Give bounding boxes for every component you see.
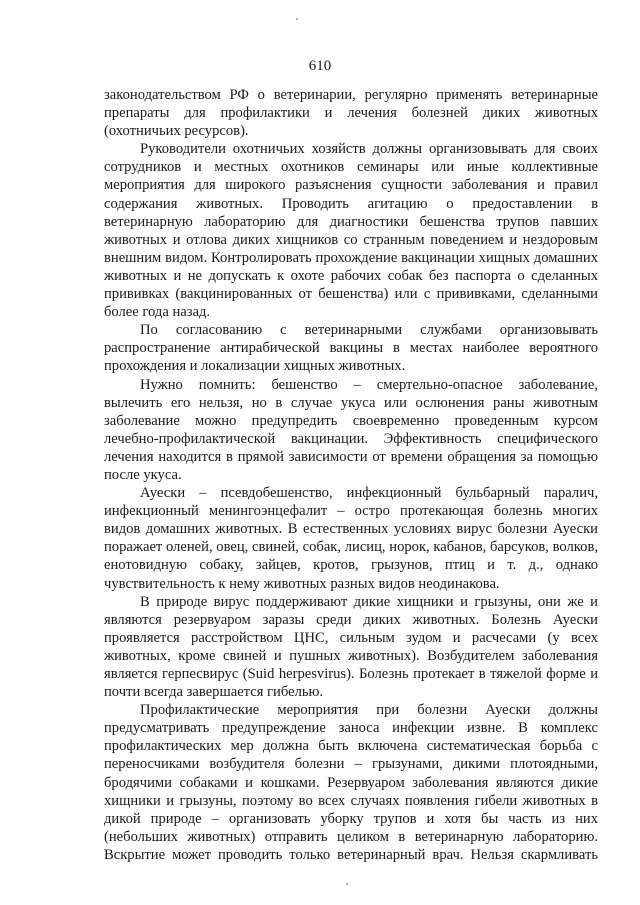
paragraph: Нужно помнить: бешенство – смертельно-опасное заболевание, вылечить его нельзя, но в случае укуса или ослюнения раны животным заболевание можно предупредить своевременно проведенным курсом лечебно-профилактической вакцинации. Эффективность специфического лечения находится в прямой зависимости от времени обращения за помощью после укуса.	[104, 376, 598, 483]
paragraph: Профилактические мероприятия при болезни Ауески должны предусматривать предупреждение заноса инфекции извне. В комплекс профилактических мер должна быть включена систематическая борьба с переносчиками возбудителя болезни – грызунами, дикими плотоядными, бродячими собаками и кошками. Резервуаром заболевания являются дикие хищники и грызуны, поэтому во всех случаях появления гибели животных в дикой природе – организовать уборку трупов и хотя бы часть из них (небольших животных) отправить целиком в ветеринарную лабораторию. Вскрытие может проводить только ветеринарный врач. Нельзя скармливать	[104, 702, 598, 863]
scan-speck	[346, 883, 348, 885]
scan-speck	[296, 18, 298, 20]
paragraph: В природе вирус поддерживают дикие хищники и грызуны, они же и являются резервуаром заразы среди диких животных. Болезнь Ауески проявляется расстройством ЦНС, сильным зудом и расчесами (у всех животных, кроме свиней и пушных животных). Возбудителем заболевания является герпесвирус (Suid herpesvirus). Болезнь протекает в тяжелой форме и почти всегда завершается гибелью.	[104, 593, 598, 701]
paragraph: Руководители охотничьих хозяйств должны организовывать для своих сотрудников и местных охотников семинары или иные коллективные мероприятия для широкого разъяснения сущности заболевания и правил содержания животных. Проводить агитацию о предоставлении в ветеринарную лабораторию для диагностики бешенства трупов павших животных и отлова диких хищников со странным поведением и нездоровым внешним видом. Контролировать прохождение вакцинации хищных домашних животных и не допускать к охоте рабочих собак без паспорта о сделанных прививках (вакцинированных от бешенства) или с прививками, сделанными более года назад.	[104, 141, 598, 321]
paragraph-continuation: законодательством РФ о ветеринарии, регулярно применять ветеринарные препараты для профилактики и лечения болезней диких животных (охотничьих ресурсов).	[104, 87, 598, 140]
body-text	[104, 86, 598, 864]
page-number: 610	[308, 58, 332, 74]
paragraph: По согласованию с ветеринарными службами организовывать распространение антирабической вакцины в местах наиболее вероятного прохождения и локализации хищных животных.	[104, 322, 598, 375]
paragraph: Ауески – псевдобешенство, инфекционный бульбарный паралич, инфекционный менингоэнцефалит – остро протекающая болезнь многих видов домашних животных. В естественных условиях вирус болезни Ауески поражает оленей, овец, свиней, собак, лисиц, норок, кабанов, барсуков, волков, енотовидную собаку, зайцев, кротов, грызунов, птиц и т. д., однако чувствительность к нему животных разных видов неодинакова.	[104, 485, 598, 592]
